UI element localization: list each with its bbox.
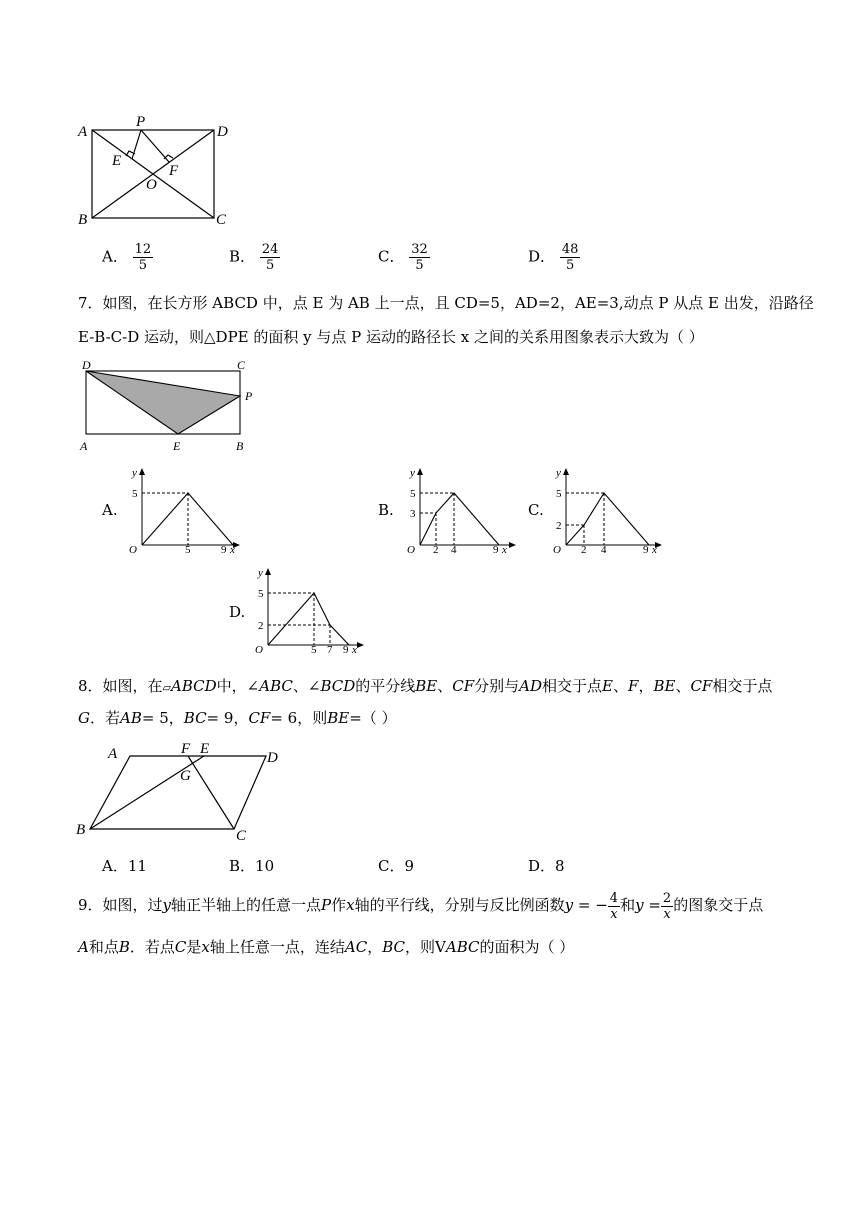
q8-label-e: E (200, 741, 210, 757)
q7a-axis-x: x (230, 544, 235, 555)
q7a-axis-y: y (132, 467, 137, 479)
q7b-xtick-4: 4 (451, 544, 457, 555)
q7c-ytick-5: 5 (556, 488, 562, 500)
q8-label-b: B (76, 822, 86, 838)
q7-option-b-letter[interactable]: B. (378, 501, 394, 519)
q8-option-b[interactable]: B．10 (229, 857, 275, 875)
q6-label-d: D (217, 124, 228, 140)
q6-option-a-letter: A． (102, 247, 128, 266)
q7d-origin: O (255, 644, 263, 656)
q6-option-c-fraction: $\frac{32}{5}$ (411, 242, 428, 273)
q7c-ytick-2: 2 (556, 520, 562, 532)
q6-option-d-fraction: $\frac{48}{5}$ (561, 242, 579, 273)
q7b-axis-x: x (502, 544, 507, 555)
q7-option-c-graph[interactable] (548, 465, 668, 555)
q7b-xtick-9: 9 (493, 544, 499, 555)
q8-option-c[interactable]: C．9 (378, 857, 415, 875)
q6-option-a[interactable] (102, 242, 153, 273)
q6-option-c[interactable] (378, 242, 430, 273)
q6-label-o: O (146, 177, 157, 193)
q6-figure (74, 112, 244, 230)
q8-label-d: D (267, 750, 278, 766)
q8-option-a[interactable]: A．11 (102, 857, 147, 875)
q6-label-f: F (169, 163, 179, 179)
q7-stem-line2: E-B-C-D 运动，则△DPE 的面积 y 与点 P 运动的路径长 x 之间的关系用图象表示大致为（ ） (78, 328, 704, 346)
q7-option-c-letter[interactable]: C. (528, 501, 544, 519)
q7b-xtick-2: 2 (433, 544, 439, 555)
q7d-axis-y: y (258, 567, 263, 579)
q7-option-d-graph[interactable] (250, 565, 370, 657)
q7-stem-line1: 7．如图，在长方形 ABCD 中，点 E 为 AB 上一点，且 CD=5，AD=2，AE=3,动点 P 从点 E 出发，沿路径 (78, 294, 814, 312)
q7-figure (76, 358, 266, 454)
q7b-axis-y: y (410, 467, 415, 479)
q7d-xtick-7: 7 (327, 644, 333, 656)
q7d-xtick-5: 5 (311, 644, 317, 656)
q6-label-a: A (78, 124, 88, 140)
q7b-origin: O (407, 544, 415, 555)
q7c-origin: O (553, 544, 561, 555)
q7-label-e: E (173, 439, 181, 453)
q6-option-b-letter: B． (229, 247, 256, 266)
q8-stem-line2: G．若AB= 5，BC= 9，CF= 6，则BE=（ ） (78, 709, 397, 727)
q9-stem-line2: A和点B．若点C是x轴上任意一点，连结AC，BC，则VABC的面积为（ ） (78, 938, 575, 956)
q7-label-p: P (245, 389, 253, 403)
q7d-xtick-9: 9 (343, 644, 349, 656)
q6-label-e: E (112, 153, 122, 169)
q7a-xtick-5: 5 (185, 544, 191, 555)
q7-option-d-letter[interactable]: D. (229, 603, 246, 621)
q6-label-c: C (216, 212, 227, 228)
q7b-ytick-3: 3 (410, 508, 416, 520)
q7-label-b: B (236, 439, 244, 453)
q8-option-d[interactable]: D．8 (528, 857, 565, 875)
q7d-axis-x: x (352, 644, 357, 656)
q6-option-b-fraction: $\frac{24}{5}$ (261, 242, 279, 273)
q6-label-b: B (78, 212, 88, 228)
q7-label-a: A (80, 439, 88, 453)
q7a-ytick-5: 5 (132, 488, 138, 500)
q9-fraction-neg4-over-x: $\frac{4}{x}$ (609, 890, 619, 922)
q7-label-c: C (237, 358, 246, 372)
q7d-ytick-5: 5 (258, 588, 264, 600)
q7-option-b-graph[interactable] (402, 465, 522, 555)
q7-option-a-letter[interactable]: A. (102, 501, 118, 519)
q9-stem-line1: 9．如图，过y轴正半轴上的任意一点P作x轴的平行线，分别与反比例函数y = − $\frac{4}{x}$ 和y = $\frac{2}{x}$ 的图象交于点 (78, 890, 764, 922)
q7c-xtick-4: 4 (601, 544, 607, 555)
q8-figure (74, 738, 284, 846)
q8-label-c: C (236, 828, 247, 844)
q8-label-a: A (108, 746, 118, 762)
q7-label-d: D (82, 358, 91, 372)
q8-label-g: G (180, 768, 191, 784)
q6-option-c-letter: C． (378, 247, 405, 266)
q8-stem-line1: 8．如图，在▱ABCD中，∠ABC、∠BCD的平分线BE、CF分别与AD相交于点E、F，BE、CF相交于点 (78, 677, 773, 695)
q7a-xtick-9: 9 (221, 544, 227, 555)
q6-option-d[interactable] (528, 242, 580, 273)
q6-label-p: P (136, 114, 146, 130)
q7c-xtick-9: 9 (643, 544, 649, 555)
q8-label-f: F (181, 741, 191, 757)
q7-option-a-graph[interactable] (124, 465, 244, 555)
q7c-axis-x: x (652, 544, 657, 555)
q7b-ytick-5: 5 (410, 488, 416, 500)
q6-option-b[interactable] (229, 242, 280, 273)
q9-fraction-2-over-x: $\frac{2}{x}$ (662, 890, 672, 922)
q7c-axis-y: y (556, 467, 561, 479)
q6-option-a-fraction: $\frac{12}{5}$ (134, 242, 152, 273)
q7c-xtick-2: 2 (581, 544, 587, 555)
q6-option-d-letter: D． (528, 247, 556, 266)
q7a-origin: O (129, 544, 137, 555)
q7d-ytick-2: 2 (258, 620, 264, 632)
